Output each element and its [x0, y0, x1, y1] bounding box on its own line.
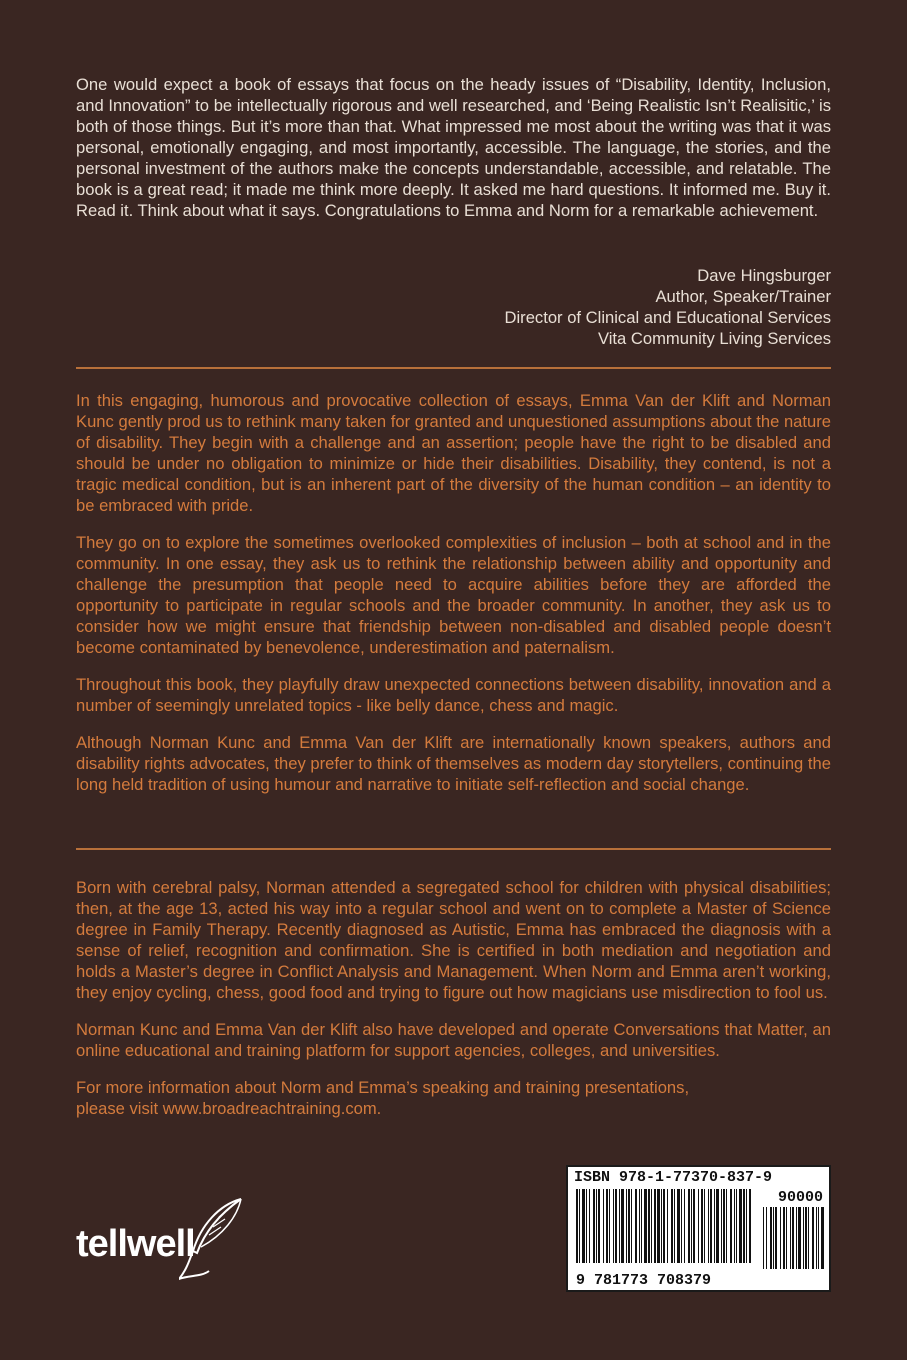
endorsement-quote: One would expect a book of essays that focus on the heady issues of “Disability, Identity, Inclusion, and Innovation” to be intellectually rigorous and well researched, and ‘Being Realistic Isn’t Realisitic,’ is both of those things. But it’s more than that. What impressed me most about the writing was that it was personal, emotionally engaging, and most importantly, accessible. The language, the stories, and the personal investment of the authors make the concepts understandable, accessible, and relatable. The book is a great read; it made me think more deeply. It asked me hard questions. It informed me. Buy it. Read it. Think about what it says. Congratulations to Emma and Norm for a remarkable achievement. — [76, 75, 831, 220]
isbn-label: ISBN 978-1-77370-837-9 — [574, 1169, 773, 1186]
attribution-name: Dave Hingsburger — [697, 266, 831, 285]
description-paragraph: Although Norman Kunc and Emma Van der Klift are internationally known speakers, authors and disability rights advocates, they prefer to think of themselves as modern day storytellers, continuing the long held tradition of using humour and narrative to initiate self-reflection and social change. — [76, 733, 831, 794]
more-info-line2: please visit www.broadreachtraining.com. — [76, 1099, 382, 1118]
quill-pen-icon — [179, 1195, 249, 1285]
attribution-title: Director of Clinical and Educational Services — [504, 308, 831, 327]
barcode-bars — [572, 1189, 827, 1271]
publisher-logo — [74, 1195, 264, 1285]
bio-paragraph: Born with cerebral palsy, Norman attended a segregated school for children with physical disabilities; then, at the age 13, acted his way into a regular school and went on to complete a Master of Science degree in Family Therapy. Recently diagnosed as Autistic, Emma has embraced the diagnosis with a sense of relief, recognition and confirmation. She is certified in both mediation and negotiation and holds a Master’s degree in Conflict Analysis and Management. When Norm and Emma aren’t working, they enjoy cycling, chess, good food and trying to figure out how magicians use misdirection to fool us. — [76, 878, 831, 1002]
ean-digits: 9 781773 708379 — [576, 1272, 712, 1289]
divider-bottom — [76, 848, 831, 850]
description-paragraph: In this engaging, humorous and provocative collection of essays, Emma Van der Klift and Norman Kunc gently prod us to rethink many taken for granted and unquestioned assumptions about the nature of disability. They begin with a challenge and an assertion; people have the right to be disabled and should be under no obligation to minimize or hide their disabilities. Disability, they contend, is not a tragic medical condition, but is an inherent part of the diversity of the human condition – an identity to be embraced with pride. — [76, 391, 831, 515]
book-description — [76, 390, 831, 811]
more-info-line1: For more information about Norm and Emma’s speaking and training presentations, — [76, 1078, 690, 1097]
barcode-addon: 90000 — [777, 1189, 823, 1206]
isbn-barcode — [566, 1165, 831, 1292]
attribution-org: Vita Community Living Services — [597, 329, 831, 348]
endorsement-attribution — [331, 265, 831, 349]
author-bio — [76, 877, 831, 1135]
description-paragraph: Throughout this book, they playfully draw unexpected connections between disability, innovation and a number of seemingly unrelated topics - like belly dance, chess and magic. — [76, 675, 831, 715]
bio-paragraph: Norman Kunc and Emma Van der Klift also have developed and operate Conversations that Matter, an online educational and training platform for support agencies, colleges, and universities. — [76, 1020, 831, 1060]
description-paragraph: They go on to explore the sometimes overlooked complexities of inclusion – both at school and in the community. In one essay, they ask us to rethink the relationship between ability and opportunity and challenge the presumption that people need to acquire abilities before they are afforded the opportunity to participate in regular schools and the broader community. In another, they ask us to consider how we might ensure that friendship between non-disabled and disabled people doesn’t become contaminated by benevolence, underestimation and paternalism. — [76, 533, 831, 657]
more-info — [76, 1077, 831, 1119]
attribution-role: Author, Speaker/Trainer — [655, 287, 831, 306]
divider-top — [76, 367, 831, 369]
publisher-name: tellwell — [76, 1223, 195, 1265]
